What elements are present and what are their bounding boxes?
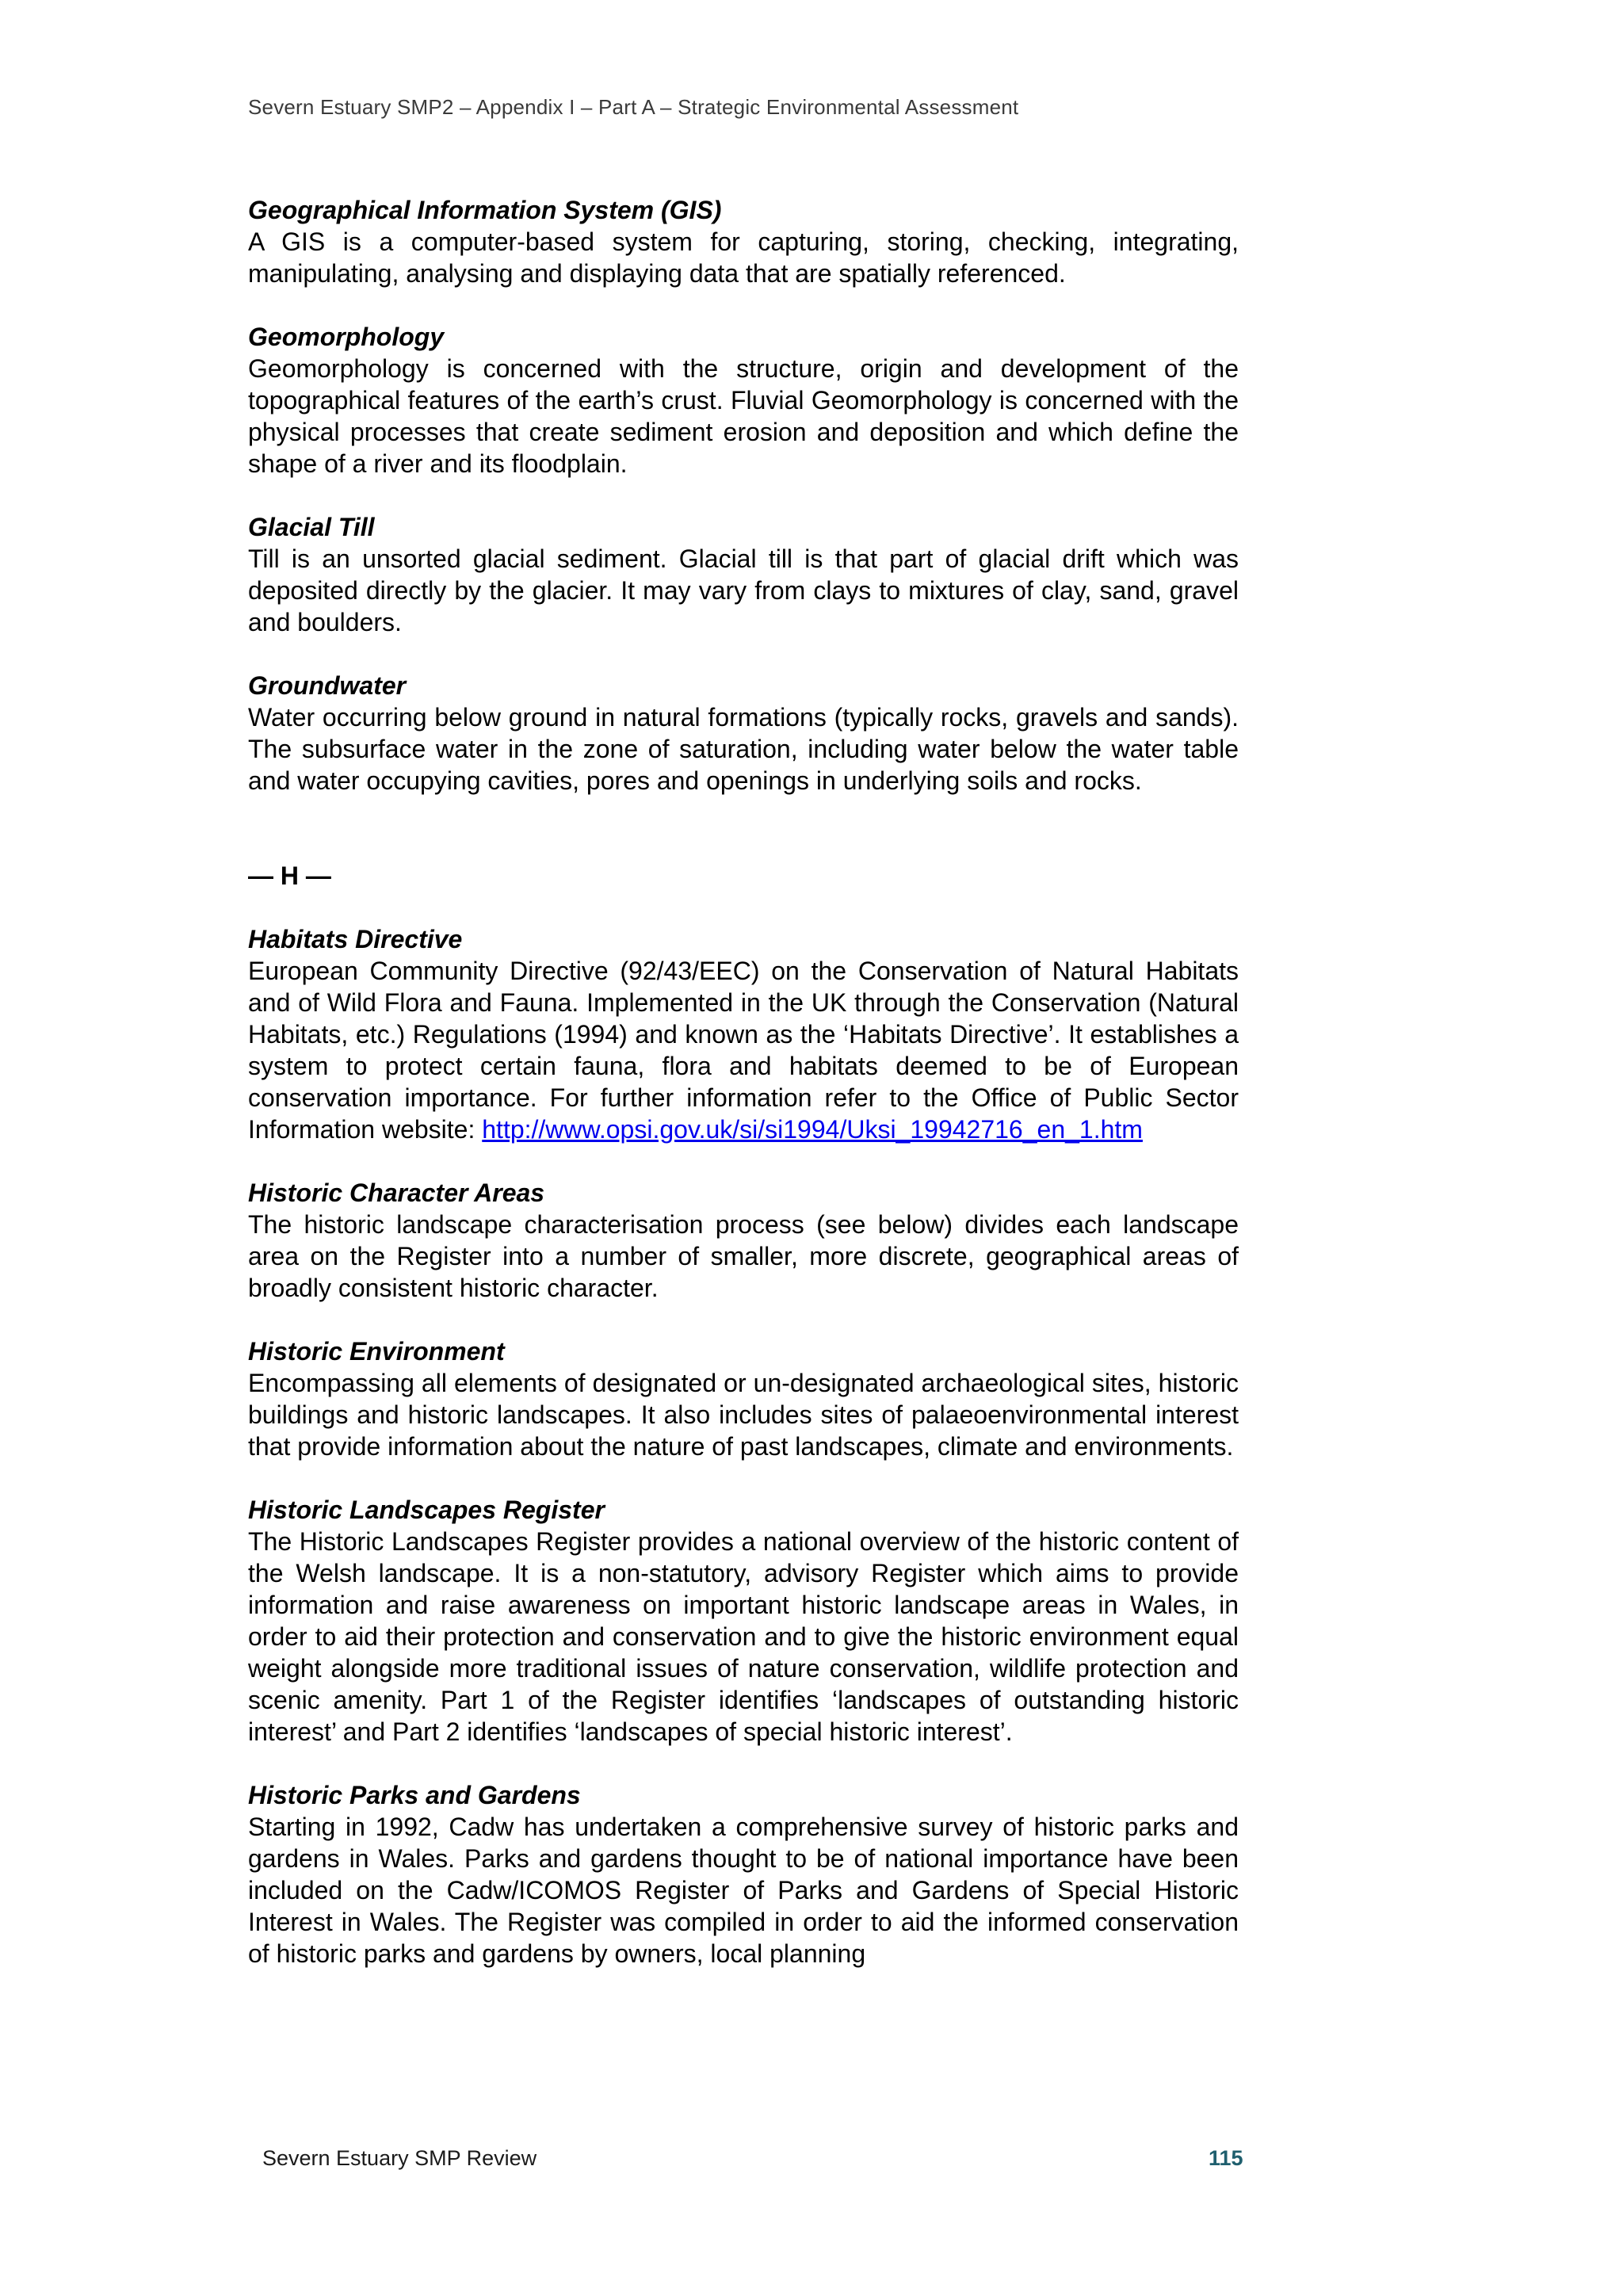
glossary-entry-historic-parks-gardens [248,1779,1239,1969]
entry-definition: Geomorphology is concerned with the structure, origin and development of the topographical features of the earth’s crust. Fluvial Geomorphology is concerned with the physical processes that create sediment erosion and deposition and which define the shape of a river and its floodplain. [248,354,1239,478]
entry-definition-text: European Community Directive (92/43/EEC) on the Conservation of Natural Habitats and of Wild Flora and Fauna. Implemented in the UK through the Conservation (Natural Habitats, etc.) Regulations (1994) and known as the ‘Habitats Directive’. It establishes a system to protect certain fauna, flora and habitats deemed to be of European conservation importance. For further information refer to the Office of Public Sector Information website: [248,957,1239,1144]
entry-definition: Till is an unsorted glacial sediment. Glacial till is that part of glacial drift which was deposited directly by the glacier. It may vary from clays to mixtures of clay, sand, gravel and boulders. [248,544,1239,636]
glossary-entry-geomorphology [248,321,1239,479]
page-number: 115 [1209,2146,1243,2170]
entry-definition: The historic landscape characterisation process (see below) divides each landscape area on the Register into a number of smaller, more discrete, geographical areas of broadly consistent historic character. [248,1210,1239,1302]
opsi-website-link[interactable]: http://www.opsi.gov.uk/si/si1994/Uksi_19942716_en_1.htm [482,1115,1143,1144]
footer-document-title: Severn Estuary SMP Review [262,2146,537,2170]
entry-term: Historic Character Areas [248,1179,545,1207]
entry-term: Habitats Directive [248,925,463,953]
entry-term: Historic Environment [248,1337,505,1366]
entry-term: Historic Landscapes Register [248,1496,605,1524]
glossary-entry-gis [248,194,1239,289]
entry-definition: A GIS is a computer-based system for capturing, storing, checking, integrating, manipulating, analysing and displaying data that are spatially referenced. [248,227,1239,288]
entry-definition: The Historic Landscapes Register provides a national overview of the historic content of the Welsh landscape. It is a non-statutory, advisory Register which aims to provide information and raise awareness on important historic landscape areas in Wales, in order to aid their protection and conservation and to give the historic environment equal weight alongside more traditional issues of nature conservation, wildlife protection and scenic amenity. Part 1 of the Register identifies ‘landscapes of outstanding historic interest’ and Part 2 identifies ‘landscapes of special historic interest’. [248,1527,1239,1746]
entry-term: Groundwater [248,671,407,700]
entry-term: Glacial Till [248,513,375,541]
entry-definition: Encompassing all elements of designated or un-designated archaeological sites, historic buildings and historic landscapes. It also includes sites of palaeoenvironmental interest that provide information about the nature of past landscapes, climate and environments. [248,1369,1239,1461]
entry-term: Historic Parks and Gardens [248,1781,581,1809]
section-heading-h: — H — [248,861,331,890]
glossary-content [248,194,1239,1969]
glossary-entry-historic-landscapes-register [248,1494,1239,1748]
entry-definition [248,955,1239,1145]
glossary-entry-habitats-directive [248,923,1239,1145]
glossary-entry-historic-character-areas [248,1177,1239,1304]
glossary-entry-glacial-till [248,511,1239,638]
glossary-entry-groundwater [248,670,1239,797]
running-header: Severn Estuary SMP2 – Appendix I – Part A – Strategic Environmental Assessment [248,95,1019,119]
entry-term: Geographical Information System (GIS) [248,196,722,224]
glossary-entry-historic-environment [248,1335,1239,1462]
entry-term: Geomorphology [248,323,445,351]
entry-definition: Water occurring below ground in natural formations (typically rocks, gravels and sands). The subsurface water in the zone of saturation, including water below the water table and water occupying cavities, pores and openings in underlying soils and rocks. [248,703,1239,795]
entry-definition: Starting in 1992, Cadw has undertaken a comprehensive survey of historic parks and gardens in Wales. Parks and gardens thought to be of national importance have been included on the Cadw/ICOMOS Register of Parks and Gardens of Special Historic Interest in Wales. The Register was compiled in order to aid the informed conservation of historic parks and gardens by owners, local planning [248,1813,1239,1968]
